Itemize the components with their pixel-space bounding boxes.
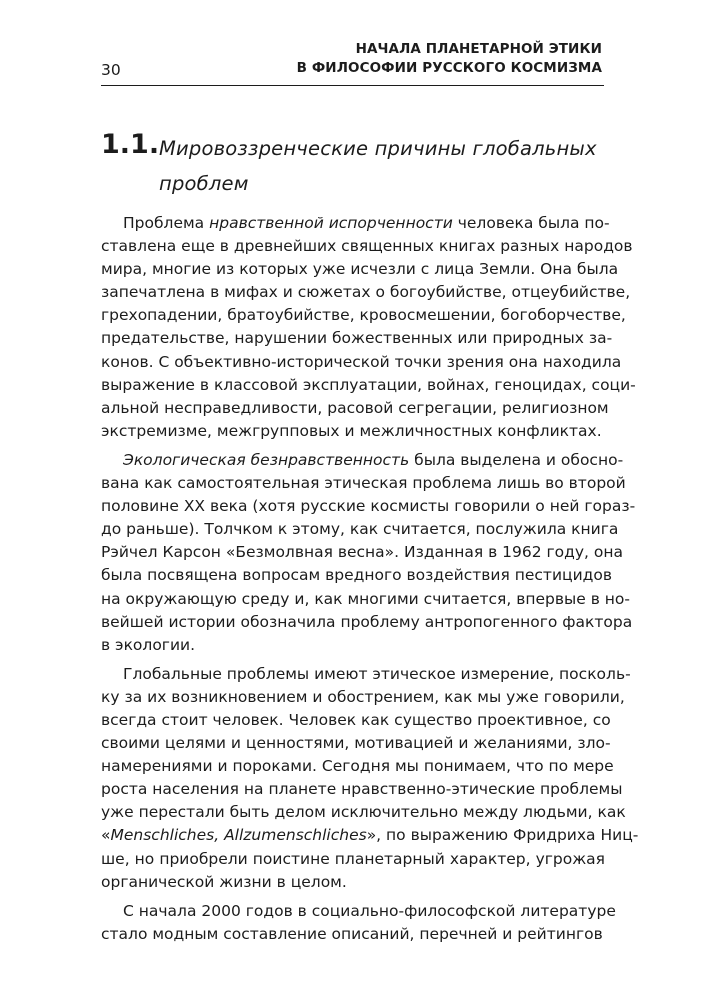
text-line: экстремизме, межгрупповых и межличностных конфликтах. — [101, 421, 602, 440]
emphasis: нравственной испорченности — [209, 214, 453, 232]
running-title — [297, 40, 602, 78]
text-line: ку за их возникновением и обострением, как мы уже говорили, — [101, 687, 625, 706]
text-line: на окружающую среду и, как многими считается, впервые в но- — [101, 589, 630, 608]
text-line: была посвящена вопросам вредного воздействия пестицидов — [101, 566, 612, 585]
text-line: Рэйчел Карсон «Безмолвная весна». Изданная в 1962 году, она — [101, 543, 624, 562]
emphasis: Экологическая безнравственность — [123, 450, 410, 469]
text-line: предательстве, нарушении божественных или природных за- — [101, 329, 613, 348]
text-line: «Menschliches, Allzumenschliches», по выражению Фридриха Ниц- — [101, 826, 639, 845]
text-line: альной несправедливости, расовой сегрегации, религиозном — [101, 398, 609, 417]
text-line: мира, многие из которых уже исчезли с лица Земли. Она была — [101, 260, 619, 279]
text-line: уже перестали быть делом исключительно между людьми, как — [101, 803, 626, 822]
page-number: 30 — [101, 61, 121, 79]
page-header — [101, 40, 604, 86]
paragraph — [101, 663, 639, 894]
section-title — [159, 131, 597, 201]
paragraph — [101, 449, 636, 657]
running-title-line-2: В ФИЛОСОФИИ РУССКОГО КОСМИЗМА — [296, 60, 602, 76]
paragraph — [101, 212, 636, 443]
text-line: вейшей истории обозначила проблему антропогенного фактора — [101, 612, 633, 631]
text-line: конов. С объективно-исторической точки зрения она находила — [101, 352, 622, 371]
text-line: роста населения на планете нравственно-этические проблемы — [101, 780, 623, 799]
text-line: запечатлена в мифах и сюжетах о богоубийстве, отцеубийстве, — [101, 283, 631, 302]
text-line: органической жизни в целом. — [101, 872, 347, 891]
text-line: своими целями и ценностями, мотивацией и желаниями, зло- — [101, 734, 611, 753]
text-line: половине XX века (хотя русские космисты говорили о ней горaз- — [101, 497, 636, 516]
body-text — [101, 212, 639, 946]
text-line: выражение в классовой эксплуатации, войнах, геноцидах, соци- — [101, 375, 636, 394]
paragraph — [101, 900, 616, 946]
emphasis: Menschliches, Allzumenschliches — [110, 826, 367, 845]
running-title-line-1: НАЧАЛА ПЛАНЕТАРНОЙ ЭТИКИ — [355, 41, 602, 57]
text-line: Проблема нравственной испорченности человека была по- — [123, 214, 610, 232]
text-line: стало модным составление описаний, перечней и рейтингов — [101, 924, 603, 943]
text-line: всегда стоит человек. Человек как существо проективное, со — [101, 710, 611, 729]
text-line: ставлена еще в древнейших священных книгах разных народов — [101, 237, 633, 256]
text-line: ше, но приобрели поистине планетарный характер, угрожая — [101, 849, 605, 868]
text-line: С начала 2000 годов в социально-философской литературе — [123, 901, 616, 920]
section-title-line-2: проблем — [159, 172, 249, 195]
text-line: в экологии. — [101, 635, 196, 654]
text-line: Глобальные проблемы имеют этическое измерение, посколь- — [123, 664, 631, 683]
text-line: грехопадении, братоубийстве, кровосмешении, богоборчестве, — [101, 306, 626, 325]
text-line: до раньше). Толчком к этому, как считается, послужила книга — [101, 520, 619, 539]
text-line: намерениями и пороками. Сегодня мы понимаем, что по мере — [101, 757, 614, 776]
section-number: 1.1. — [101, 129, 160, 160]
text-line: Экологическая безнравственность была выделена и обосно- — [123, 450, 624, 469]
section-title-line-1: Мировоззренческие причины глобальных — [159, 137, 597, 160]
header-divider — [101, 85, 604, 86]
text-line: вана как самостоятельная этическая проблема лишь во второй — [101, 474, 626, 493]
